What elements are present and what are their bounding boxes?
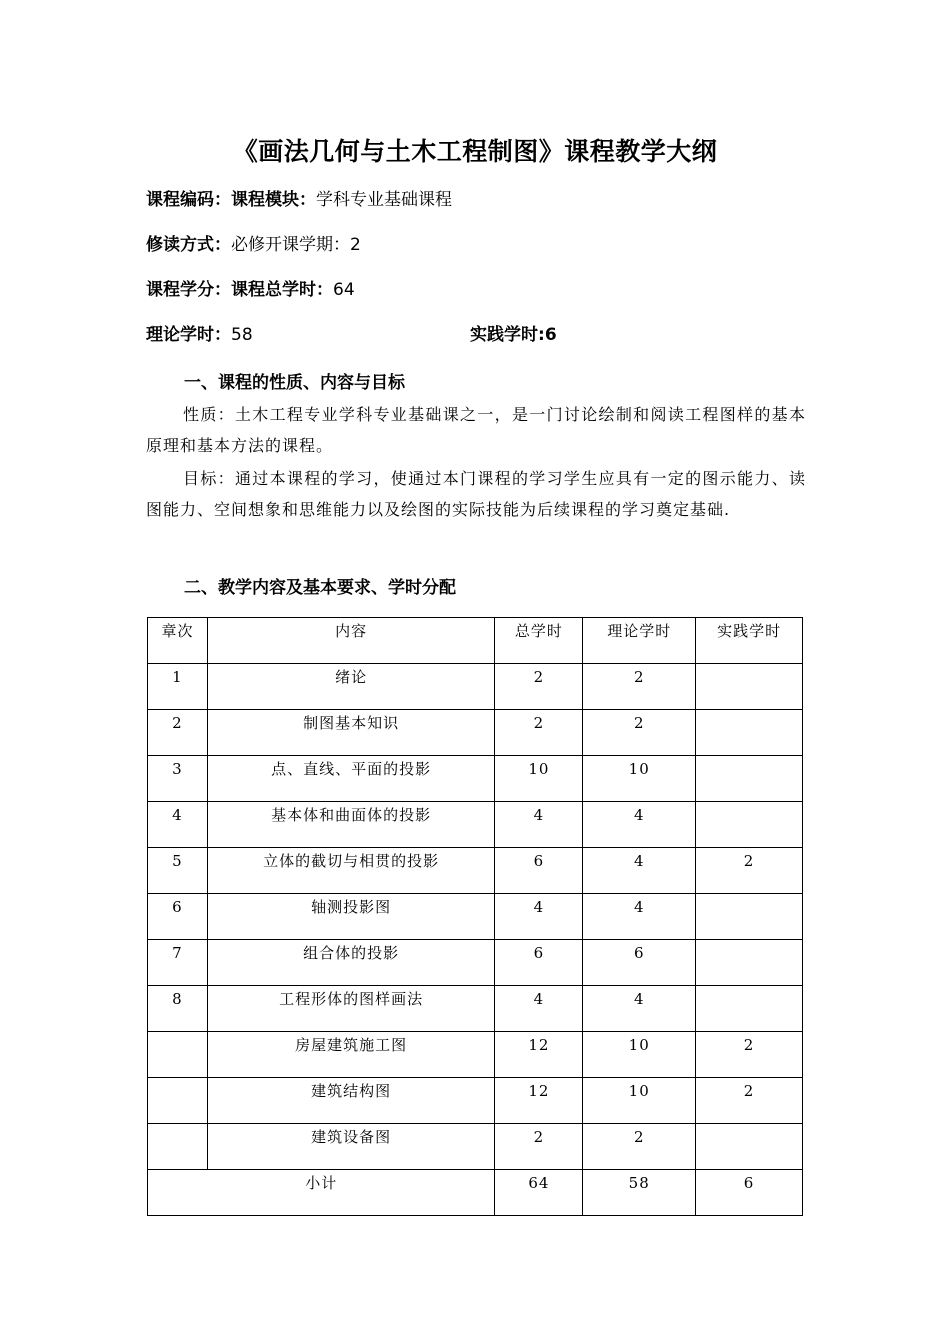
- cell-theory: 2: [583, 710, 696, 756]
- cell-theory: 6: [583, 940, 696, 986]
- cell-practice: [696, 756, 803, 802]
- meta-label: 修读方式：: [146, 235, 231, 255]
- cell-total: 6: [495, 848, 583, 894]
- meta-value: 6: [544, 325, 557, 345]
- section-heading-content: 二、教学内容及基本要求、学时分配: [184, 578, 456, 598]
- cell-content: 制图基本知识: [207, 710, 495, 756]
- cell-practice: [696, 710, 803, 756]
- cell-chapter: 7: [148, 940, 208, 986]
- cell-practice: [696, 1124, 803, 1170]
- table-row: [148, 1124, 803, 1170]
- meta-label: 课程学分：课程总学时：: [146, 280, 333, 300]
- cell-chapter: 8: [148, 986, 208, 1032]
- cell-total: 6: [495, 940, 583, 986]
- cell-content: 房屋建筑施工图: [207, 1032, 495, 1078]
- cell-content: 工程形体的图样画法: [207, 986, 495, 1032]
- cell-content: 组合体的投影: [207, 940, 495, 986]
- cell-chapter: [148, 1124, 208, 1170]
- cell-content: 基本体和曲面体的投影: [207, 802, 495, 848]
- cell-chapter: [148, 1032, 208, 1078]
- cell-theory: 2: [583, 664, 696, 710]
- cell-total: 2: [495, 710, 583, 756]
- cell-content: 轴测投影图: [207, 894, 495, 940]
- meta-label: 课程编码：课程模块：: [146, 190, 316, 210]
- document-title: 《画法几何与土木工程制图》课程教学大纲: [232, 137, 718, 166]
- cell-content: 点、直线、平面的投影: [207, 756, 495, 802]
- cell-practice: 2: [696, 1078, 803, 1124]
- cell-practice: [696, 664, 803, 710]
- table-row: [148, 848, 803, 894]
- meta-line-credits: [146, 275, 355, 300]
- cell-subtotal-total: 64: [495, 1170, 583, 1216]
- cell-practice: [696, 802, 803, 848]
- meta-value: 58: [231, 325, 253, 345]
- header-theory-hours: 理论学时: [583, 618, 696, 664]
- cell-chapter: 3: [148, 756, 208, 802]
- table-row: [148, 940, 803, 986]
- cell-total: 2: [495, 1124, 583, 1170]
- cell-practice: 2: [696, 1032, 803, 1078]
- cell-content: 立体的截切与相贯的投影: [207, 848, 495, 894]
- cell-theory: 4: [583, 894, 696, 940]
- table-row: [148, 986, 803, 1032]
- meta-line-course-code: [146, 185, 452, 210]
- cell-content: 绪论: [207, 664, 495, 710]
- cell-practice: [696, 940, 803, 986]
- cell-chapter: 6: [148, 894, 208, 940]
- cell-practice: [696, 894, 803, 940]
- table-row: [148, 1032, 803, 1078]
- cell-total: 2: [495, 664, 583, 710]
- cell-theory: 4: [583, 986, 696, 1032]
- cell-theory: 4: [583, 802, 696, 848]
- cell-chapter: 2: [148, 710, 208, 756]
- cell-chapter: 5: [148, 848, 208, 894]
- table-row: [148, 894, 803, 940]
- table-row: [148, 710, 803, 756]
- table-subtotal-row: [148, 1170, 803, 1216]
- meta-value: 必修开课学期：2: [231, 235, 361, 255]
- cell-theory: 10: [583, 1032, 696, 1078]
- cell-total: 4: [495, 802, 583, 848]
- section-heading-nature: 一、课程的性质、内容与目标: [184, 373, 405, 393]
- header-content: 内容: [207, 618, 495, 664]
- table-row: [148, 802, 803, 848]
- cell-subtotal-practice: 6: [696, 1170, 803, 1216]
- cell-content: 建筑设备图: [207, 1124, 495, 1170]
- meta-line-theory-hours: [146, 320, 253, 345]
- cell-subtotal-label: 小计: [148, 1170, 495, 1216]
- cell-content: 建筑结构图: [207, 1078, 495, 1124]
- cell-total: 12: [495, 1078, 583, 1124]
- header-chapter: 章次: [148, 618, 208, 664]
- table-header-row: [148, 618, 803, 664]
- meta-label: 理论学时：: [146, 325, 231, 345]
- table-row: [148, 1078, 803, 1124]
- cell-theory: 4: [583, 848, 696, 894]
- cell-practice: [696, 986, 803, 1032]
- cell-theory: 10: [583, 756, 696, 802]
- cell-theory: 2: [583, 1124, 696, 1170]
- cell-total: 4: [495, 894, 583, 940]
- cell-total: 10: [495, 756, 583, 802]
- meta-label: 实践学时:: [470, 325, 545, 345]
- cell-theory: 10: [583, 1078, 696, 1124]
- header-practice-hours: 实践学时: [696, 618, 803, 664]
- meta-line-practice-hours: [470, 320, 557, 345]
- cell-chapter: [148, 1078, 208, 1124]
- meta-value: 64: [333, 280, 355, 300]
- header-total-hours: 总学时: [495, 618, 583, 664]
- table-row: [148, 664, 803, 710]
- hours-table: [147, 617, 803, 1216]
- cell-total: 4: [495, 986, 583, 1032]
- cell-chapter: 1: [148, 664, 208, 710]
- cell-subtotal-theory: 58: [583, 1170, 696, 1216]
- meta-value: 学科专业基础课程: [316, 190, 452, 210]
- cell-practice: 2: [696, 848, 803, 894]
- meta-line-study-mode: [146, 230, 361, 255]
- cell-chapter: 4: [148, 802, 208, 848]
- cell-total: 12: [495, 1032, 583, 1078]
- paragraph-nature: 性质：土木工程专业学科专业基础课之一，是一门讨论绘制和阅读工程图样的基本原理和基本方法的课程。: [146, 405, 806, 455]
- paragraph-goal: 目标：通过本课程的学习，使通过本门课程的学习学生应具有一定的图示能力、读图能力、空间想象和思维能力以及绘图的实际技能为后续课程的学习奠定基础.: [146, 469, 806, 519]
- table-row: [148, 756, 803, 802]
